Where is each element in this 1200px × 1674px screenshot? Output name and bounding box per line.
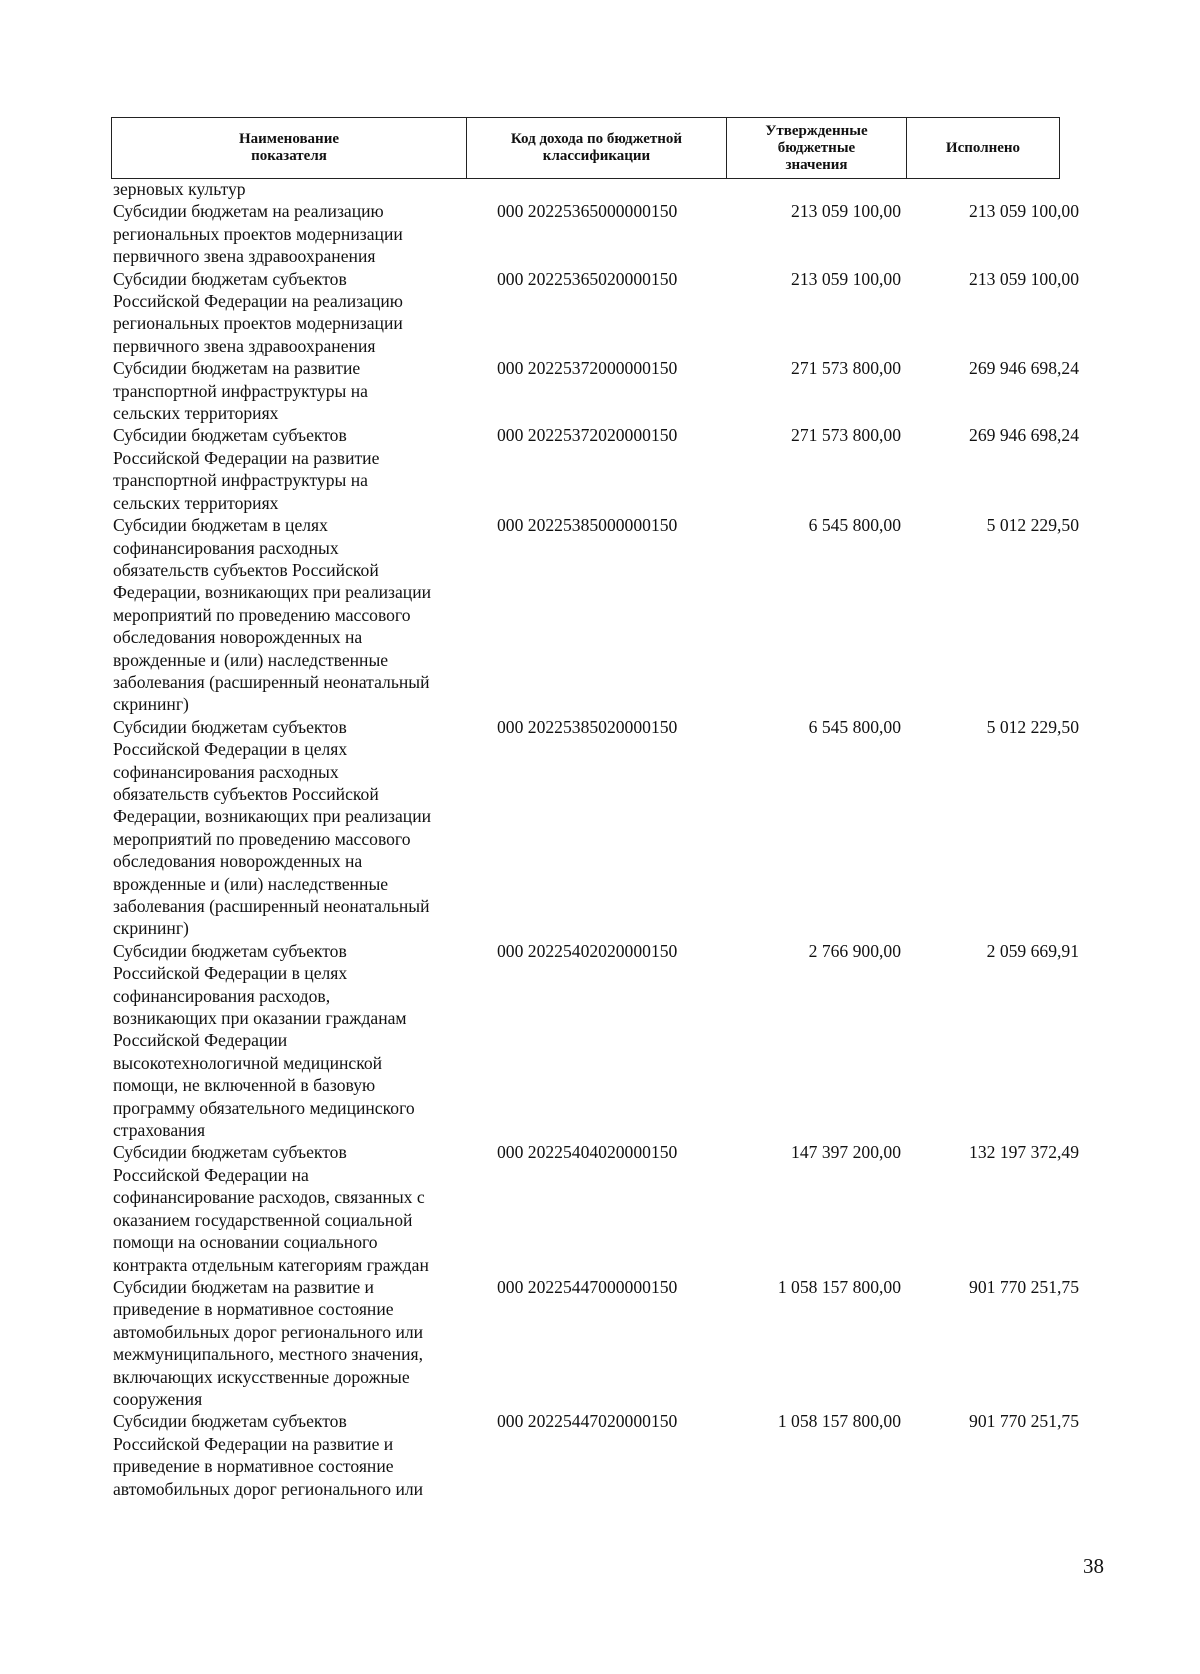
approved-value: 6 545 800,00 <box>808 515 901 536</box>
approved-value: 213 059 100,00 <box>791 268 901 289</box>
executed-value: 5 012 229,50 <box>986 515 1079 536</box>
income-code: 000 20225447000000150 <box>497 1276 678 1297</box>
executed-value: 901 770 251,75 <box>969 1411 1079 1432</box>
indicator-name: Субсидии бюджетам субъектов Российской Федерации в целях софинансирования расходных обязательств субъектов Российской Федерации, возникающих при реализации мероприятий по проведению массового обследования новорожденных на врожденные и (или) наследственные заболевания (расширенный неонатальный скрининг) <box>113 716 432 939</box>
income-code: 000 20225402020000150 <box>497 940 678 961</box>
income-code: 000 20225365000000150 <box>497 201 678 222</box>
indicator-name: Субсидии бюджетам субъектов Российской Федерации на развитие транспортной инфраструктуры на сельских территориях <box>113 425 380 513</box>
income-code: 000 20225385020000150 <box>497 716 678 737</box>
income-code: 000 20225372000000150 <box>497 358 678 379</box>
executed-value: 901 770 251,75 <box>969 1276 1079 1297</box>
executed-value: 213 059 100,00 <box>969 201 1079 222</box>
page-number: 38 <box>1083 1554 1104 1578</box>
table-row <box>113 1141 1093 1275</box>
table-row <box>113 200 1093 267</box>
table-row <box>113 424 1093 514</box>
approved-value: 6 545 800,00 <box>808 716 901 737</box>
indicator-name: Субсидии бюджетам в целях софинансирования расходных обязательств субъектов Российской Федерации, возникающих при реализации мероприятий по проведению массового обследования новорожденных на врожденные и (или) наследственные заболевания (расширенный неонатальный скрининг) <box>113 515 432 715</box>
indicator-name: Субсидии бюджетам субъектов Российской Федерации в целях софинансирования расходов, возникающих при оказании гражданам Российской Федерации высокотехнологичной медицинской помощи, не включенной в базовую программу обязательного медицинского страхования <box>113 940 415 1141</box>
income-code: 000 20225404020000150 <box>497 1142 678 1163</box>
indicator-name: Субсидии бюджетам субъектов Российской Федерации на софинансирование расходов, связанных с оказанием государственной социальной помощи на основании социального контракта отдельным категориям граждан <box>113 1142 429 1275</box>
approved-value: 271 573 800,00 <box>791 358 901 379</box>
executed-value: 132 197 372,49 <box>969 1142 1079 1163</box>
income-code: 000 20225365020000150 <box>497 268 678 289</box>
indicator-name: Субсидии бюджетам субъектов Российской Федерации на реализацию региональных проектов модернизации первичного звена здравоохранения <box>113 268 403 356</box>
table-row <box>113 940 1093 1142</box>
approved-value: 2 766 900,00 <box>808 940 901 961</box>
table-row <box>113 716 1093 940</box>
table-row <box>113 178 1093 200</box>
indicator-name: Субсидии бюджетам на развитие и приведение в нормативное состояние автомобильных дорог регионального или межмуниципального, местного значения, включающих искусственные дорожные сооружения <box>113 1276 424 1409</box>
executed-value: 213 059 100,00 <box>969 268 1079 289</box>
indicator-name: Субсидии бюджетам на развитие транспортной инфраструктуры на сельских территориях <box>113 358 368 424</box>
table-row <box>113 1410 1093 1500</box>
header-approved-column: Утвержденные бюджетные значения <box>727 118 907 178</box>
income-code <box>473 178 711 200</box>
header-name-column: Наименование показателя <box>112 118 467 178</box>
executed-value: 269 946 698,24 <box>969 425 1079 446</box>
approved-value: 147 397 200,00 <box>791 1142 901 1163</box>
approved-value: 271 573 800,00 <box>791 425 901 446</box>
executed-value: 269 946 698,24 <box>969 358 1079 379</box>
executed-value: 2 059 669,91 <box>986 940 1079 961</box>
table-row <box>113 357 1093 424</box>
table-row <box>113 514 1093 716</box>
table-body <box>113 178 1093 1500</box>
income-code: 000 20225372020000150 <box>497 425 678 446</box>
table-row <box>113 268 1093 358</box>
indicator-name: Субсидии бюджетам субъектов Российской Федерации на развитие и приведение в нормативное состояние автомобильных дорог регионального или <box>113 1411 424 1499</box>
approved-value: 1 058 157 800,00 <box>777 1411 901 1432</box>
header-code-column: Код дохода по бюджетной классификации <box>467 118 727 178</box>
indicator-name: зерновых культур <box>113 179 246 199</box>
income-code: 000 20225447020000150 <box>497 1411 678 1432</box>
approved-value <box>711 178 901 200</box>
executed-value: 5 012 229,50 <box>986 716 1079 737</box>
executed-value <box>901 178 1079 200</box>
indicator-name: Субсидии бюджетам на реализацию региональных проектов модернизации первичного звена здравоохранения <box>113 201 403 267</box>
approved-value: 213 059 100,00 <box>791 201 901 222</box>
approved-value: 1 058 157 800,00 <box>777 1276 901 1297</box>
table-header <box>111 117 1060 179</box>
income-code: 000 20225385000000150 <box>497 515 678 536</box>
table-row <box>113 1276 1093 1410</box>
header-executed-column: Исполнено <box>945 139 1021 156</box>
